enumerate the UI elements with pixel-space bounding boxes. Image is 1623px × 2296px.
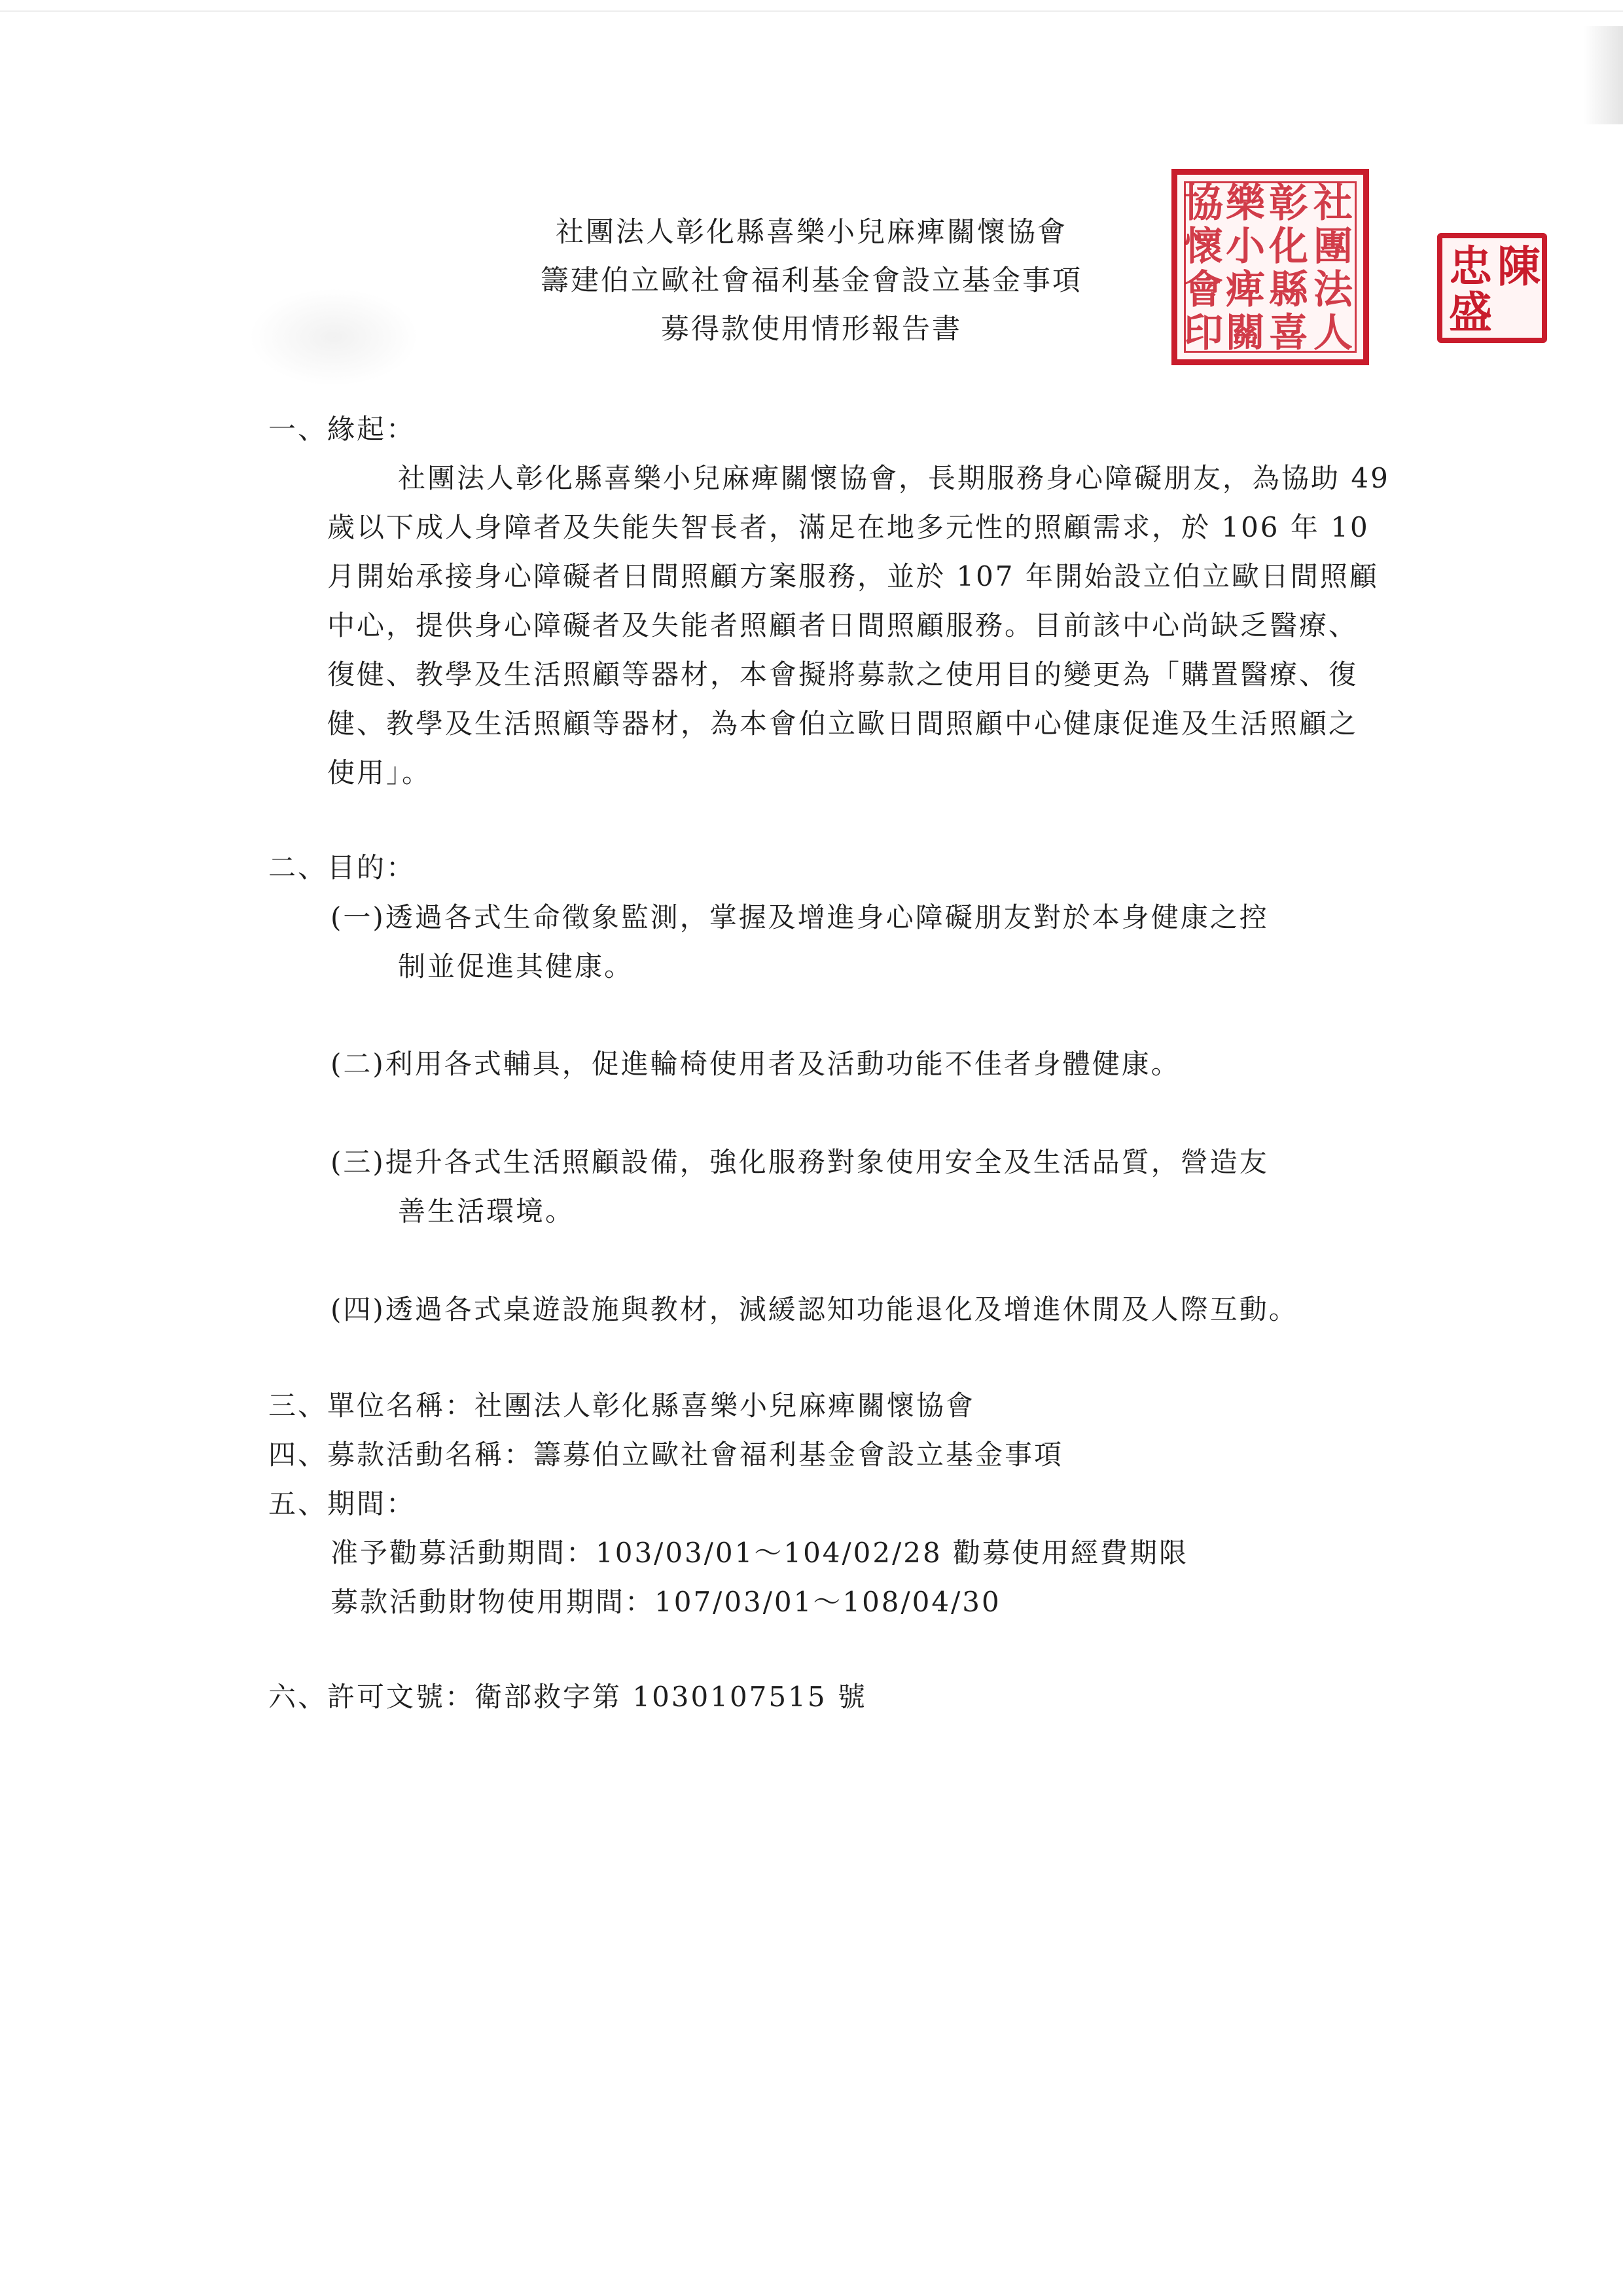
seal-char: 小	[1226, 224, 1265, 270]
period-approval: 准予勸募活動期間：103/03/01～104/02/28 勸募使用經費期限	[330, 1537, 1189, 1569]
seal-char: 喜	[1269, 310, 1308, 356]
seal-char: 化	[1269, 224, 1308, 270]
section-activity-name: 四、募款活動名稱：籌募伯立歐社會福利基金會設立基金事項	[268, 1439, 1064, 1471]
paragraph-line: 復健、教學及生活照顧等器材，本會擬將募款之使用目的變更為「購置醫療、復	[327, 658, 1359, 691]
seal-char: 社	[1313, 181, 1353, 226]
title-line-2: 籌建伯立歐社會福利基金會設立基金事項	[541, 264, 1082, 297]
seal-char: 法	[1313, 267, 1353, 313]
section-unit-name: 三、單位名稱：社團法人彰化縣喜樂小兒麻痺關懷協會	[268, 1390, 976, 1422]
paragraph-line: 健、教學及生活照顧等器材，為本會伯立歐日間照顧中心健康促進及生活照顧之	[327, 708, 1359, 740]
section-heading-purpose: 二、目的：	[268, 852, 416, 884]
document-title	[0, 208, 1623, 356]
seal-char: 忠	[1449, 241, 1492, 292]
scan-edge-shadow	[1584, 26, 1623, 124]
title-line-1: 社團法人彰化縣喜樂小兒麻痺關懷協會	[556, 216, 1067, 249]
seal-char: 人	[1313, 310, 1353, 356]
seal-char: 樂	[1226, 181, 1265, 226]
seal-char: 團	[1313, 224, 1353, 270]
purpose-item-4: (四)透過各式桌遊設施與教材，減緩認知功能退化及增進休閒及人際互動。	[330, 1293, 1298, 1325]
seal-char: 協	[1184, 181, 1223, 226]
paragraph-line: 月開始承接身心障礙者日間照顧方案服務，並於 107 年開始設立伯立歐日間照顧	[327, 560, 1379, 592]
purpose-item-2: (二)利用各式輔具，促進輪椅使用者及活動功能不佳者身體健康。	[330, 1048, 1181, 1080]
purpose-item-1-continued: 制並促進其健康。	[398, 950, 634, 982]
seal-char: 痺	[1226, 267, 1265, 313]
seal-char: 陳	[1497, 241, 1541, 292]
paragraph-line: 中心，提供身心障礙者及失能者照顧者日間照顧服務。目前該中心尚缺乏醫療、	[327, 609, 1359, 641]
paragraph-line: 使用」。	[327, 757, 432, 789]
seal-char: 印	[1184, 310, 1223, 356]
section-heading-origin: 一、緣起：	[268, 413, 416, 445]
purpose-item-3: (三)提升各式生活照顧設備，強化服務對象使用安全及生活品質，營造友	[330, 1146, 1269, 1178]
purpose-item-3-continued: 善生活環境。	[398, 1195, 575, 1227]
scan-top-edge	[0, 10, 1623, 12]
organization-seal	[1171, 169, 1369, 365]
period-usage: 募款活動財物使用期間：107/03/01～108/04/30	[330, 1586, 1001, 1618]
seal-char: 關	[1226, 310, 1265, 356]
title-line-3: 募得款使用情形報告書	[661, 313, 962, 346]
section-heading-period: 五、期間：	[268, 1488, 416, 1520]
seal-char: 會	[1184, 267, 1223, 313]
paragraph-line: 社團法人彰化縣喜樂小兒麻痺關懷協會，長期服務身心障礙朋友，為協助 49	[398, 462, 1390, 494]
seal-char: 懷	[1184, 224, 1223, 270]
seal-char: 盛	[1449, 287, 1492, 338]
seal-char: 彰	[1269, 181, 1308, 226]
seal-char: 縣	[1269, 267, 1308, 313]
paragraph-line: 歲以下成人身障者及失能失智長者，滿足在地多元性的照顧需求，於 106 年 10	[327, 511, 1370, 543]
purpose-item-1: (一)透過各式生命徵象監測，掌握及增進身心障礙朋友對於本身健康之控	[330, 901, 1269, 933]
section-permit-number: 六、許可文號：衛部救字第 1030107515 號	[268, 1681, 867, 1713]
personal-seal	[1437, 233, 1547, 343]
